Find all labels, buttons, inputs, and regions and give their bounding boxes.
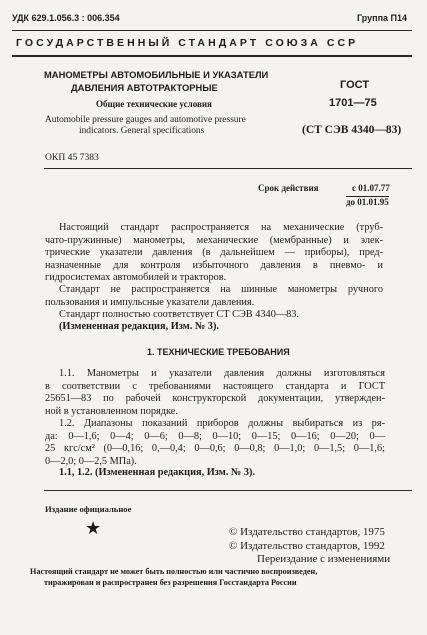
- amendment-note-2: 1.1, 1.2. (Измененная редакция, Изм. № 3).: [59, 467, 255, 478]
- validity-label: Срок действия: [258, 183, 319, 193]
- group-code: Группа П14: [357, 13, 408, 23]
- clause-1-1-line: ной в установленном порядке.: [45, 405, 178, 417]
- reprint-note: Переиздание с изменениями: [257, 553, 391, 565]
- clause-1-1-line: 1.1. Манометры и указатели давления должны изготовляться: [59, 368, 385, 379]
- intro-paragraph: [45, 222, 383, 285]
- scope-line: пользования и импульсные указатели давления.: [45, 296, 255, 308]
- header-bottom-rule: [12, 55, 412, 57]
- udk-code: УДК 629.1.056.3 : 006.354: [12, 13, 120, 23]
- header-top-rule: [12, 30, 412, 31]
- compliance-statement: Стандарт полностью соответствует СТ СЭВ 4340—83.: [59, 309, 300, 320]
- standard-title: ГОСУДАРСТВЕННЫЙ СТАНДАРТ СОЮЗА ССР: [16, 37, 359, 49]
- clause-1-2-line: 1.2. Диапазоны показаний приборов должны выбираться из ря-: [59, 418, 385, 429]
- footer-rule: [44, 490, 412, 491]
- title-ru-line2: ДАВЛЕНИЯ АВТОТРАКТОРНЫЕ: [71, 82, 218, 93]
- intro-line: чато-пружинные) манометры, механические (мембранные) и элек-: [45, 234, 383, 246]
- title-bottom-rule: [44, 168, 412, 169]
- title-en-line2: indicators. General specifications: [79, 126, 205, 136]
- amendment-note-1: (Измененная редакция, Изм. № 3).: [59, 321, 219, 332]
- intro-line: Настоящий стандарт распространяется на механические (труб-: [59, 222, 383, 233]
- clause-1-1: [45, 368, 385, 418]
- copyright-1992: © Издательство стандартов, 1992: [229, 540, 385, 552]
- title-en-line1: Automobile pressure gauges and automotive pressure: [45, 115, 246, 125]
- gost-number: 1701—75: [329, 97, 377, 109]
- validity-from: с 01.07.77: [352, 183, 390, 193]
- clause-1-2-line: 25 кгс/см² (0—0,16; 0,—0,4; 0—0,6; 0—0,8; 0—1,0; 0—1,5; 0—1,6;: [45, 443, 385, 455]
- clause-1-2-line: да: 0—1,6; 0—4; 0—6; 0—8; 0—10; 0—15; 0—16; 0—20; 0—: [45, 430, 385, 442]
- st-sev-reference: (СТ СЭВ 4340—83): [302, 124, 402, 136]
- intro-line: трические указатели давления (в дальнейшем — приборы), пред-: [45, 247, 383, 259]
- copyright-1975: © Издательство стандартов, 1975: [229, 526, 385, 538]
- star-icon: ★: [85, 518, 102, 538]
- copyright-notice-line1: Настоящий стандарт не может быть полностью или частично воспроизведен,: [30, 567, 318, 576]
- section-1-heading: 1. ТЕХНИЧЕСКИЕ ТРЕБОВАНИЯ: [147, 347, 290, 357]
- gost-label: ГОСТ: [340, 79, 370, 91]
- intro-line: назначенные для контроля избыточного давления в пневмо- и: [45, 259, 383, 271]
- intro-line: гидросистемах автомобилей и тракторов.: [45, 272, 227, 284]
- clause-1-2: [45, 418, 385, 468]
- official-edition: Издание официальное: [45, 504, 132, 514]
- okp-code: ОКП 45 7383: [45, 152, 99, 163]
- clause-1-2-line: 0—2,0; 0—2,5 МПа).: [45, 455, 137, 467]
- copyright-notice-line2: тиражирован и распространен без разрешения Госстандарта России: [44, 578, 297, 587]
- clause-1-1-line: в соответствии с требованиями настоящего стандарта и ГОСТ: [45, 380, 385, 392]
- scope-exclusion-paragraph: [45, 284, 383, 309]
- title-ru-line1: МАНОМЕТРЫ АВТОМОБИЛЬНЫЕ И УКАЗАТЕЛИ: [44, 69, 269, 80]
- scope-line: Стандарт не распространяется на шинные манометры ручного: [59, 284, 383, 295]
- clause-1-1-line: 25651—83 по рабочей конструкторской документации, утвержден-: [45, 393, 385, 405]
- validity-to: до 01.01.95: [346, 197, 389, 207]
- title-subtitle: Общие технические условия: [96, 99, 212, 109]
